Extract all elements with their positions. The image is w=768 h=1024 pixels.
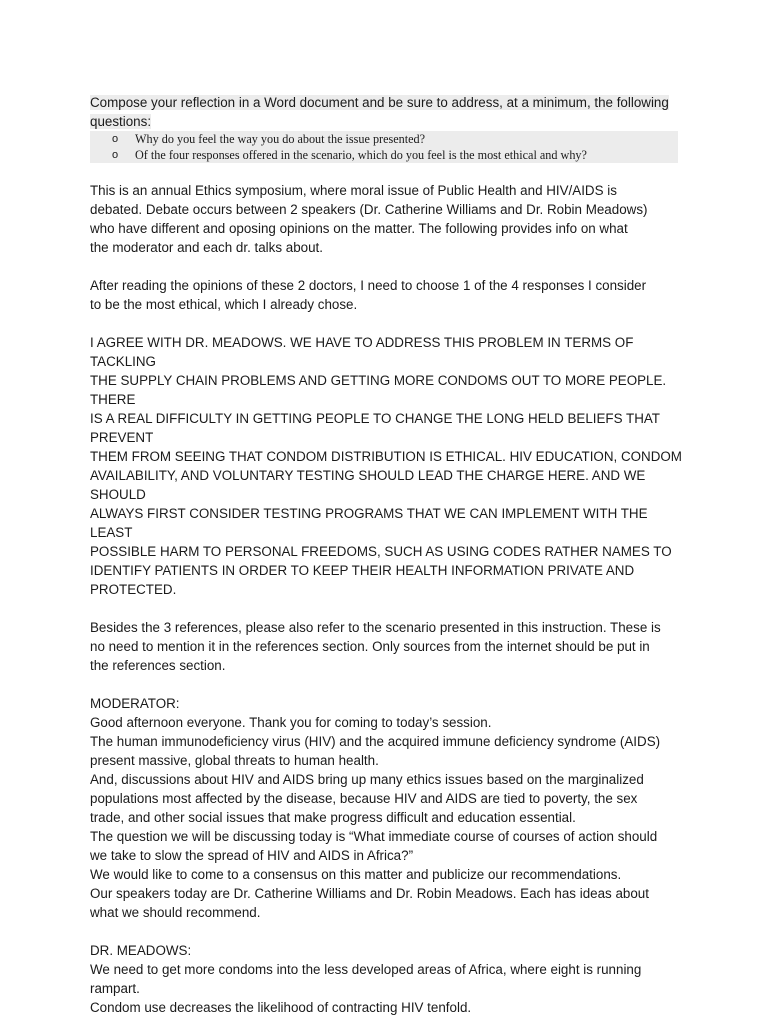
moderator-section: MODERATOR: Good afternoon everyone. Thank you for coming to today’s session. The human immunodeficiency virus (HIV) and the acquired immune deficiency syndrome (AIDS) present massive, global threats to human health. And, discussions about HIV and AIDS bring up many ethics issues based on the marginalized populations most affected by the disease, because HIV and AIDS are tied to poverty, the sex trade, and other social issues that make progress difficult and education essential. The question we will be discussing today is “What immediate course of courses of action should we take to slow the spread of HIV and AIDS in Africa?” We would like to come to a consensus on this matter and publicize our recommendations. Our speakers today are Dr. Catherine Williams and Dr. Robin Meadows. Each has ideas about what we should recommend. bbox=[90, 694, 690, 922]
section-heading: MODERATOR: bbox=[90, 696, 180, 711]
question-item: o Why do you feel the way you do about the issue presented? bbox=[90, 131, 678, 147]
question-item: o Of the four responses offered in the scenario, which do you feel is the most ethical and why? bbox=[90, 147, 678, 163]
paragraph-symposium: This is an annual Ethics symposium, where moral issue of Public Health and HIV/AIDS is debated. Debate occurs between 2 speakers (Dr. Catherine Williams and Dr. Robin Meadows) who have different and oposing opinions on the matter. The following provides info on what the moderator and each dr. talks about. bbox=[90, 183, 648, 255]
instruction-line: questions: bbox=[90, 114, 152, 129]
paragraph-choice: After reading the opinions of these 2 doctors, I need to choose 1 of the 4 responses I consider to be the most ethical, which I already chose. bbox=[90, 278, 647, 312]
meadows-section: DR. MEADOWS: We need to get more condoms into the less developed areas of Africa, where eight is running rampart. Condom use decreases the likelihood of contracting HIV tenfold. bbox=[90, 941, 690, 1017]
question-list bbox=[90, 131, 690, 163]
instruction-line: Compose your reflection in a Word document and be sure to address, at a minimum, the following bbox=[90, 95, 669, 110]
paragraph-references: Besides the 3 references, please also refer to the scenario presented in this instruction. These is no need to mention it in the references section. Only sources from the internet should be put in the references section. bbox=[90, 620, 661, 673]
circle-bullet-icon: o bbox=[112, 149, 119, 161]
paragraph-agreement: I AGREE WITH DR. MEADOWS. WE HAVE TO ADDRESS THIS PROBLEM IN TERMS OF TACKLING THE SUPPLY CHAIN PROBLEMS AND GETTING MORE CONDOMS OUT TO MORE PEOPLE. THERE IS A REAL DIFFICULTY IN GETTING PEOPLE TO CHANGE THE LONG HELD BELIEFS THAT PREVENT THEM FROM SEEING THAT CONDOM DISTRIBUTION IS ETHICAL. HIV EDUCATION, CONDOM AVAILABILITY, AND VOLUNTARY TESTING SHOULD LEAD THE CHARGE HERE. AND WE SHOULD ALWAYS FIRST CONSIDER TESTING PROGRAMS THAT WE CAN IMPLEMENT WITH THE LEAST POSSIBLE HARM TO PERSONAL FREEDOMS, SUCH AS USING CODES RATHER NAMES TO IDENTIFY PATIENTS IN ORDER TO KEEP THEIR HEALTH INFORMATION PRIVATE AND PROTECTED. bbox=[90, 335, 682, 597]
section-heading: DR. MEADOWS: bbox=[90, 943, 192, 958]
document-page bbox=[90, 93, 690, 1017]
circle-bullet-icon: o bbox=[112, 133, 119, 145]
instructions-block bbox=[90, 93, 690, 163]
